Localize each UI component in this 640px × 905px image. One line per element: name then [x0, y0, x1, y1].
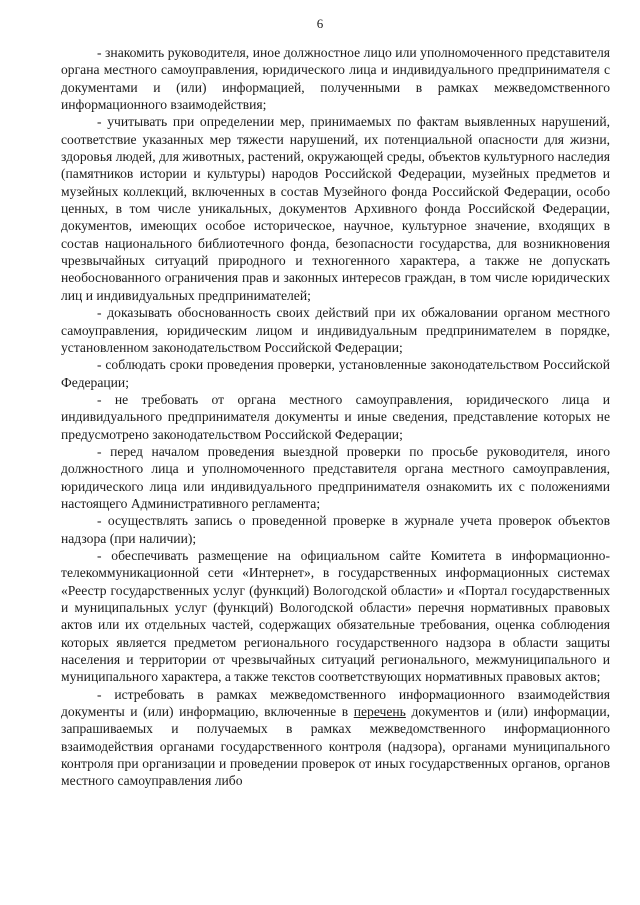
paragraph-text-after-link: документов и (или) информации, запрашиваемых и получаемых в рамках межведомственного информационного взаимодействия органами государственного контроля (надзора), органами муниципального контроля при организации и проведении проверок от иных государственных органов, органов местного самоуправления либо: [61, 704, 610, 789]
list-link[interactable]: перечень: [353, 704, 406, 720]
paragraph-familiarize-regulation: - перед началом проведения выездной проверки по просьбе руководителя, иного должностного лица и уполномоченного представителя органа местного самоуправления, юридического лица или индивидуального предпринимателя ознакомить их с положениями настоящего Административного регламента;: [61, 443, 610, 511]
page-number: 6: [316, 16, 324, 31]
paragraph-publish-acts: - обеспечивать размещение на официальном сайте Комитета в информационно-телекоммуникационной сети «Интернет», в государственных информационных системах «Реестр государственных услуг (функций) Вологодской области» и «Портал государственных и муниципальных услуг (функций) Вологодской области» перечня нормативных правовых актов или их отдельных частей, содержащих обязательные требования, оценка соблюдения которых является предметом регионального государственного надзора в области защиты населения и территории от чрезвычайных ситуаций регионального, межмуниципального и муниципального характера, а также текстов соответствующих нормативных правовых актов;: [61, 547, 610, 685]
paragraph-observe-deadlines: - соблюдать сроки проведения проверки, установленные законодательством Российской Федерации;: [61, 357, 610, 390]
paragraph-prove-validity: - доказывать обоснованность своих действий при их обжаловании органом местного самоуправления, юридическим лицом и индивидуальным предпринимателем в порядке, установленном законодательством Российской Федерации;: [61, 305, 610, 355]
paragraph-request-documents: [61, 686, 610, 790]
paragraph-familiarize: - знакомить руководителя, иное должностное лицо или уполномоченного представителя органа местного самоуправления, юридического лица и индивидуального предпринимателя с документами и (или) информацией, полученными в рамках межведомственного информационного взаимодействия;: [61, 45, 610, 113]
paragraph-record-inspection: - осуществлять запись о проведенной проверке в журнале учета проверок объектов надзора (при наличии);: [61, 513, 610, 546]
paragraph-text-before-link: - истребовать в рамках межведомственного информационного взаимодействия документы и (или) информацию, включенные в: [61, 686, 610, 720]
document-body: [61, 44, 610, 790]
paragraph-not-require-documents: - не требовать от органа местного самоуправления, юридического лица и индивидуального предпринимателя документы и иные сведения, представление которых не предусмотрено законодательством Российской Федерации;: [61, 391, 610, 442]
paragraph-consider-measures: - учитывать при определении мер, принимаемых по фактам выявленных нарушений, соответствие указанных мер тяжести нарушений, их потенциальной опасности для жизни, здоровья людей, для животных, растений, окружающей среды, объектов культурного наследия (памятников истории и культуры) народов Российской Федерации, музейных предметов и музейных коллекций, включенных в состав Музейного фонда Российской Федерации, особо ценных, в том числе уникальных, документов Архивного фонда Российской Федерации, документов, имеющих особое историческое, научное, культурное значение, входящих в состав национального библиотечного фонда, безопасности государства, для возникновения чрезвычайных ситуаций природного и техногенного характера, а также не допускать необоснованного ограничения прав и законных интересов граждан, в том числе юридических лиц и индивидуальных предпринимателей;: [61, 114, 610, 303]
